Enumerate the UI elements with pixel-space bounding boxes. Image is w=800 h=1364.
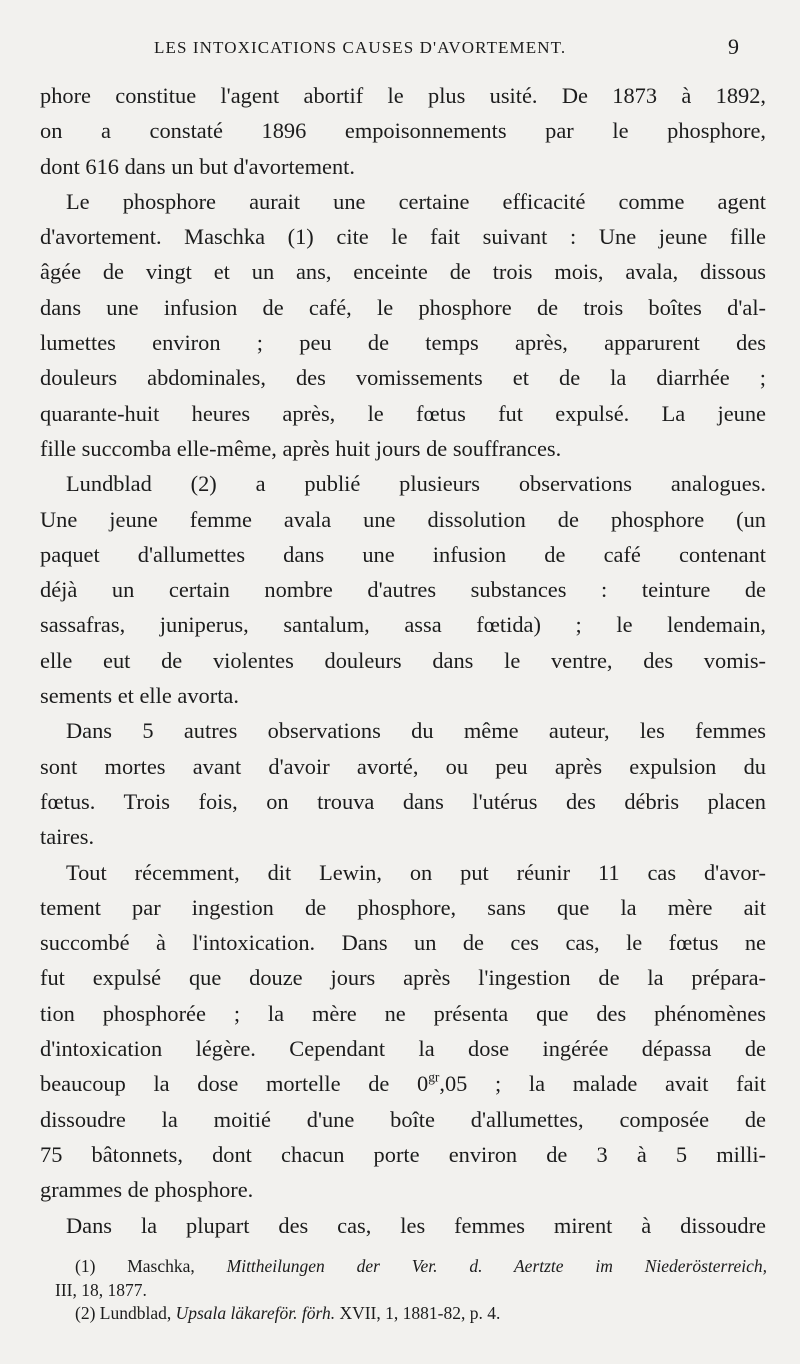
text-line: Dans la plupart des cas, les femmes mirent à dissoudre — [66, 1212, 766, 1238]
text-line: paquet d'allumettes dans une infusion de café contenant — [40, 541, 766, 567]
footnote-marker: (1) — [75, 1256, 96, 1276]
text-line: Lundblad (2) a publié plusieurs observations analogues. — [66, 471, 766, 497]
page-number: 9 — [728, 34, 739, 59]
unit-superscript: gr — [428, 1069, 440, 1085]
text-line: on a constaté 1896 empoisonnements par le phosphore, — [40, 118, 766, 144]
text-line: taires. — [40, 824, 95, 850]
text-line: sassafras, juniperus, santalum, assa fœtida) ; le lendemain, — [40, 612, 766, 638]
text-line: Tout récemment, dit Lewin, on put réunir 11 cas d'avor- — [66, 859, 766, 885]
text-line: dissoudre la moitié d'une boîte d'allumettes, composée de — [40, 1106, 766, 1132]
footnote-2 — [55, 1302, 767, 1326]
footnote-1 — [55, 1255, 767, 1279]
text-line: sements et elle avorta. — [40, 683, 239, 709]
text-line: grammes de phosphore. — [40, 1177, 254, 1203]
text-line: Dans 5 autres observations du même auteur, les femmes — [66, 718, 766, 744]
footnote-author: Lundblad, — [99, 1303, 172, 1323]
text-line: lumettes environ ; peu de temps après, apparurent des — [40, 330, 766, 356]
text-line: elle eut de violentes douleurs dans le ventre, des vomis- — [40, 647, 766, 673]
text-line: dont 616 dans un but d'avortement. — [40, 153, 355, 179]
text-line: fœtus. Trois fois, on trouva dans l'utérus des débris placen — [40, 788, 766, 814]
text-line: d'intoxication légère. Cependant la dose ingérée dépassa de — [40, 1036, 766, 1062]
footnote-journal: Upsala läkareför. förh. — [175, 1303, 336, 1323]
text-line: âgée de vingt et un ans, enceinte de trois mois, avala, dissous — [40, 259, 766, 285]
text-line: tement par ingestion de phosphore, sans que la mère ait — [40, 894, 766, 920]
running-title: LES INTOXICATIONS CAUSES D'AVORTEMENT. — [154, 38, 567, 57]
text-line: phore constitue l'agent abortif le plus usité. De 1873 à 1892, — [40, 83, 766, 108]
text-line: douleurs abdominales, des vomissements et de la diarrhée ; — [40, 365, 766, 391]
text-line: déjà un certain nombre d'autres substances : teinture de — [40, 577, 766, 603]
footnote-1-continuation: III, 18, 1877. — [55, 1279, 147, 1300]
text-line: 75 bâtonnets, dont chacun porte environ de 3 à 5 milli- — [40, 1141, 766, 1167]
text-line: dans une infusion de café, le phosphore de trois boîtes d'al- — [40, 294, 766, 320]
text-line: Une jeune femme avala une dissolution de phosphore (un — [40, 506, 766, 532]
footnote-reference: XVII, 1, 1881-82, p. 4. — [339, 1303, 501, 1323]
footnotes — [55, 1255, 767, 1326]
footnote-marker: (2) — [75, 1303, 96, 1323]
text-line: fille succomba elle-même, après huit jours de souffrances. — [40, 435, 562, 461]
text-segment: ,05 ; la malade avait fait — [439, 1071, 767, 1097]
text-line: sont mortes avant d'avoir avorté, ou peu après expulsion du — [40, 753, 766, 779]
text-line — [40, 1066, 766, 1101]
text-line: fut expulsé que douze jours après l'ingestion de la prépara- — [40, 965, 766, 991]
text-line: Le phosphore aurait une certaine efficacité comme agent — [66, 188, 766, 214]
footnote-author: Maschka, — [127, 1256, 195, 1276]
text-line: d'avortement. Maschka (1) cite le fait suivant : Une jeune fille — [40, 224, 766, 250]
text-segment: beaucoup la dose mortelle de 0 — [40, 1071, 429, 1097]
body-text — [40, 78, 766, 1243]
text-line: tion phosphorée ; la mère ne présenta que des phénomènes — [40, 1000, 766, 1026]
page-header — [0, 34, 800, 64]
text-line: quarante-huit heures après, le fœtus fut expulsé. La jeune — [40, 400, 766, 426]
footnote-journal: Mittheilungen der Ver. d. Aertzte im Niederösterreich, — [226, 1256, 768, 1276]
text-line: succombé à l'intoxication. Dans un de ces cas, le fœtus ne — [40, 930, 766, 956]
